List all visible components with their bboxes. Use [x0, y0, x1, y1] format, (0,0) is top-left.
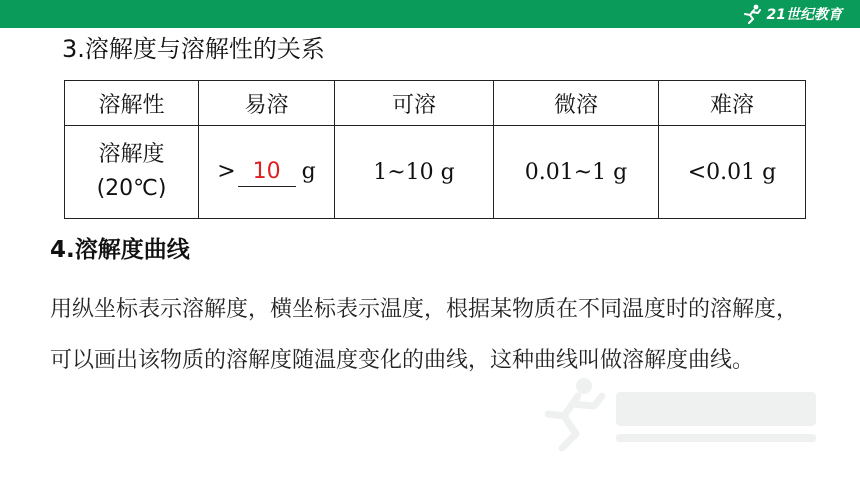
greater-than-sign: >	[217, 158, 236, 184]
header-cell-insoluble: 难溶	[659, 81, 806, 126]
slightly-soluble-value-cell: 0.01~1 g	[494, 126, 659, 219]
brand-name: 21世纪教育	[766, 7, 842, 23]
row-label-line2: (20℃)	[96, 176, 167, 201]
section-4-title: 4.溶解度曲线	[50, 237, 190, 263]
section-4-paragraph: 用纵坐标表示溶解度，横坐标表示温度，根据某物质在不同温度时的溶解度，可以画出该物质的溶解度随温度变化的曲线，这种曲线叫做溶解度曲线。	[50, 297, 799, 373]
header-cell-solubility: 溶解性	[65, 81, 199, 126]
soluble-value-cell: 1~10 g	[335, 126, 494, 219]
row-head-cell	[65, 126, 199, 219]
table-header-row	[65, 81, 806, 126]
brand-logo	[741, 4, 842, 24]
solubility-table	[64, 80, 806, 219]
answer-blank: 10	[238, 158, 296, 187]
runner-logo-icon	[741, 4, 763, 24]
header-cell-easily-soluble: 易溶	[199, 81, 335, 126]
top-banner	[0, 0, 860, 28]
header-cell-slightly-soluble: 微溶	[494, 81, 659, 126]
header-cell-soluble: 可溶	[335, 81, 494, 126]
row-label-line1: 溶解度	[98, 142, 165, 167]
easily-soluble-value-cell	[199, 126, 335, 219]
watermark-logo-icon	[544, 372, 834, 452]
section-3-title: 3.溶解度与溶解性的关系	[62, 35, 325, 63]
table-value-row	[65, 126, 806, 219]
unit-g: g	[301, 158, 316, 184]
insoluble-value-cell: <0.01 g	[659, 126, 806, 219]
